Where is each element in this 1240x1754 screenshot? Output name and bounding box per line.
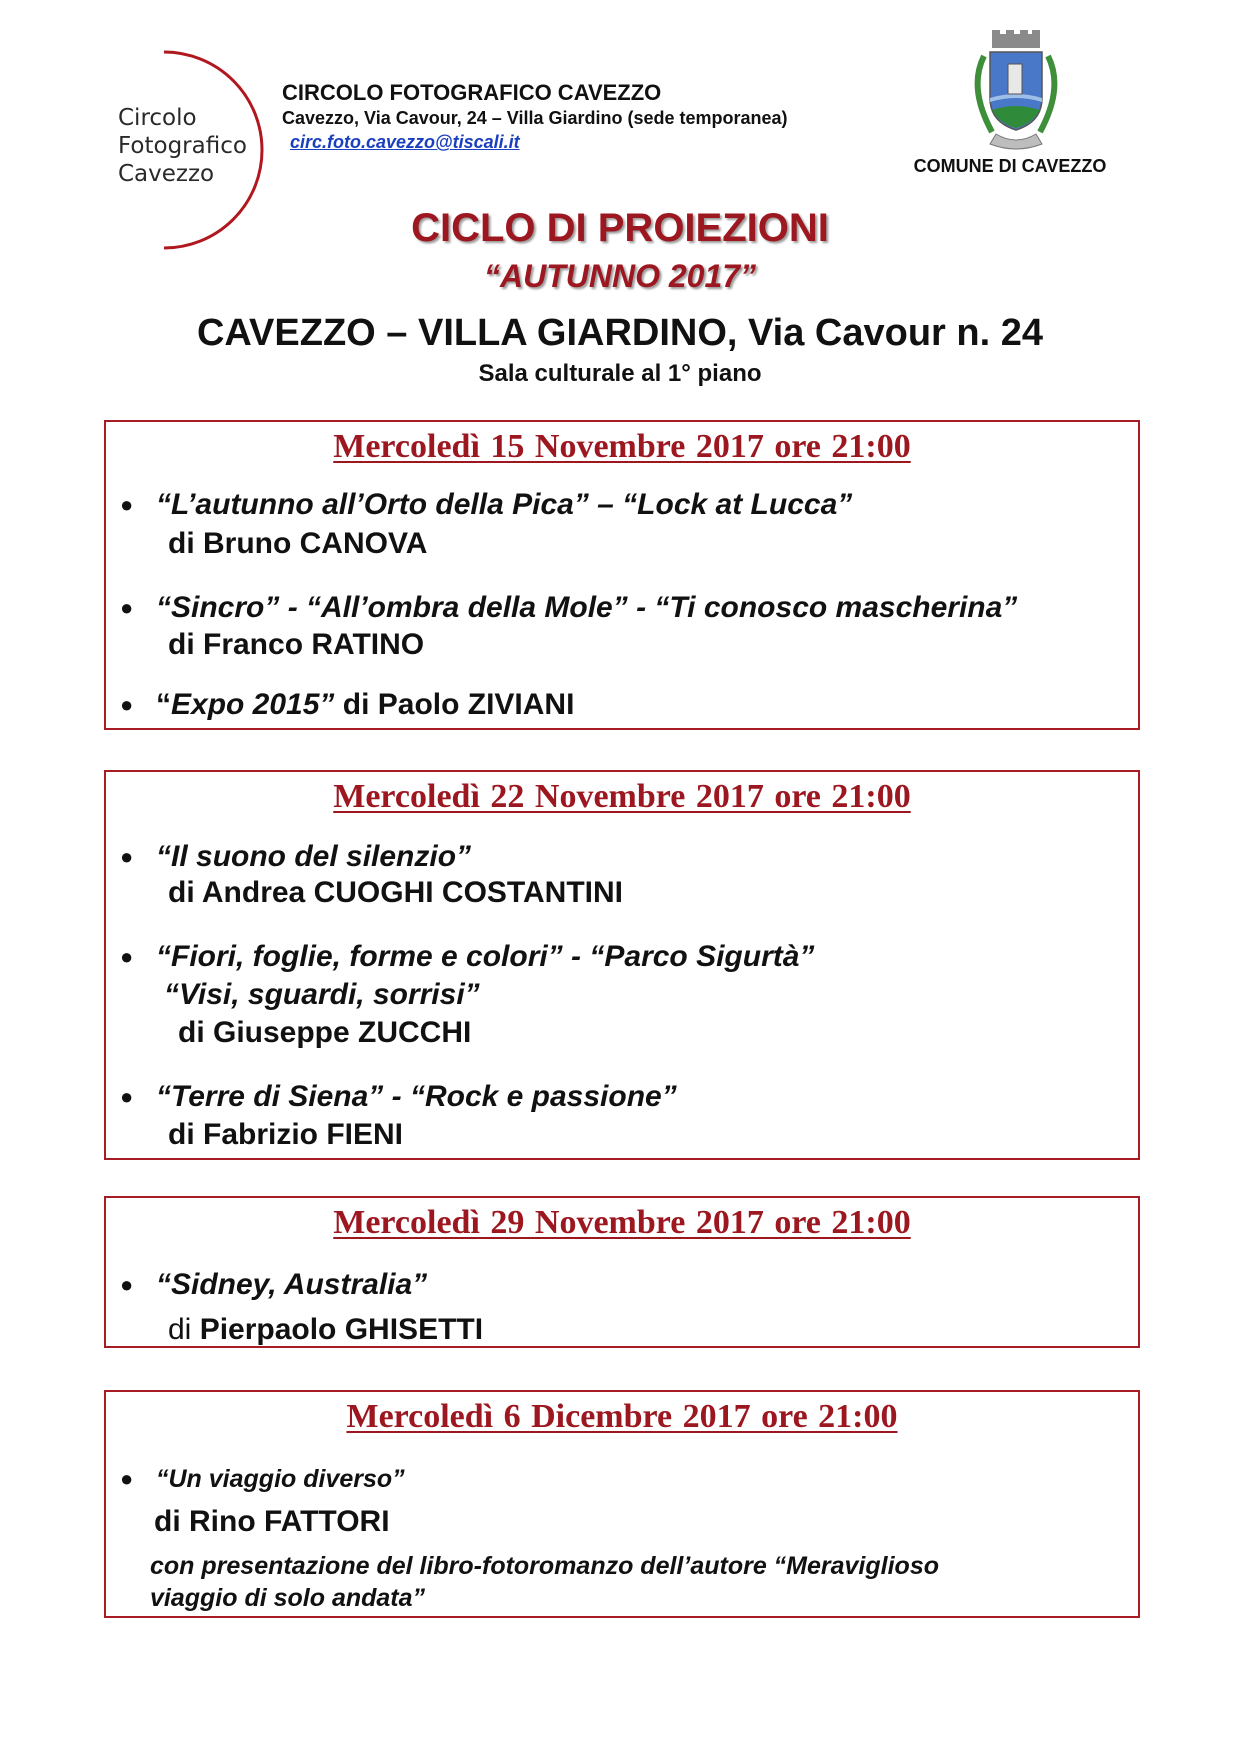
event-date: Mercoledì 22 Novembre 2017 ore 21:00 [333,778,911,815]
bullet-icon: ● [120,1084,134,1109]
club-address: Cavezzo, Via Cavour, 24 – Villa Giardino (sede temporanea) [282,108,788,128]
bullet-icon: ● [120,944,134,969]
season-subtitle: “AUTUNNO 2017” [483,258,757,294]
item-title: “Terre di Siena” - “Rock e passione” [156,1080,677,1113]
item-author: di Franco RATINO [168,628,425,661]
event-box-4 [104,1390,1140,1618]
item-author-name: Pierpaolo GHISETTI [199,1313,484,1346]
item-title-2: “Visi, sguardi, sorrisi” [164,978,480,1011]
town-crest-icon [962,28,1070,156]
series-title: CICLO DI PROIEZIONI [411,206,829,250]
event-date: Mercoledì 29 Novembre 2017 ore 21:00 [333,1204,911,1241]
item-author: di Andrea CUOGHI COSTANTINI [168,876,624,909]
event-date: Mercoledì 15 Novembre 2017 ore 21:00 [333,428,911,465]
item-author: di Rino FATTORI [154,1505,390,1538]
bullet-icon: ● [120,1466,134,1491]
club-email-link[interactable]: circ.foto.cavezzo@tiscali.it [290,132,520,152]
event-box-1 [104,420,1140,730]
item-title [156,687,574,723]
comune-label: COMUNE DI CAVEZZO [913,156,1107,176]
item-title-italic: Expo 2015” [171,688,335,721]
logo-line-1: Circolo [118,105,197,131]
item-author: di Giuseppe ZUCCHI [178,1016,472,1049]
item-author: di Fabrizio FIENI [168,1118,404,1151]
item-note-line-1: con presentazione del libro-fotoromanzo dell’autore “Meraviglioso [150,1552,939,1580]
event-date: Mercoledì 6 Dicembre 2017 ore 21:00 [346,1398,898,1435]
item-title: “Il suono del silenzio” [156,840,472,873]
item-title: “Fiori, foglie, forme e colori” - “Parco Sigurtà” [156,940,815,973]
item-title: “Sincro” - “All’ombra della Mole” - “Ti conosco mascherina” [156,591,1018,624]
club-logo [118,104,247,188]
item-title: “Sidney, Australia” [156,1268,428,1301]
room-subtitle: Sala culturale al 1° piano [478,360,762,387]
logo-line-2: Fotografico [118,133,247,159]
item-author [168,1312,483,1348]
item-title: “L’autunno all’Orto della Pica” – “Lock at Lucca” [156,488,853,521]
bullet-icon: ● [120,595,134,620]
item-note-line-2: viaggio di solo andata” [150,1584,426,1612]
item-author-prefix: di [168,1313,200,1346]
item-title: “Un viaggio diverso” [156,1465,405,1493]
bullet-icon: ● [120,844,134,869]
bullet-icon: ● [120,492,134,517]
club-info [282,80,788,154]
logo-line-3: Cavezzo [118,161,215,187]
item-title-quote: “ [156,688,171,721]
item-author: di Bruno CANOVA [168,527,428,560]
venue-title: CAVEZZO – VILLA GIARDINO, Via Cavour n. 24 [196,312,1043,354]
club-name: CIRCOLO FOTOGRAFICO CAVEZZO [282,80,662,105]
event-box-2 [104,770,1140,1160]
bullet-icon: ● [120,692,134,717]
event-box-3 [104,1196,1140,1348]
bullet-icon: ● [120,1272,134,1297]
item-author: di Paolo ZIVIANI [334,688,575,721]
